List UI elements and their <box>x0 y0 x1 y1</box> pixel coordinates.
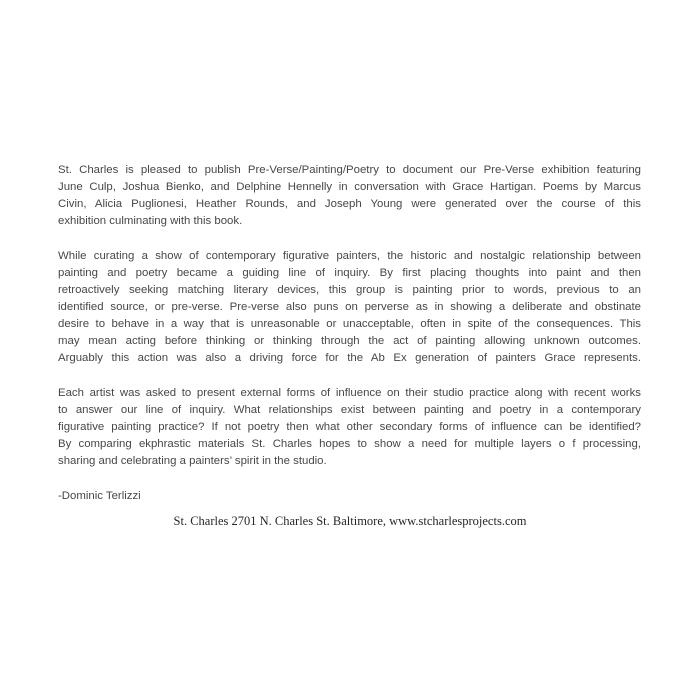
footer-address: St. Charles 2701 N. Charles St. Baltimore, www.stcharlesprojects.com <box>173 514 527 528</box>
paragraph-line: figurative painting practice? If not poetry then what other secondary forms of influence can be identified? <box>58 421 641 433</box>
paragraph-line: Each artist was asked to present external forms of influence on their studio practice along with recent works <box>58 387 641 399</box>
signature: -Dominic Terlizzi <box>58 490 141 502</box>
paragraph-line: St. Charles is pleased to publish Pre-Verse/Painting/Poetry to document our Pre-Verse exhibition featuring <box>58 164 641 176</box>
paragraph-line: June Culp, Joshua Bienko, and Delphine Hennelly in conversation with Grace Hartigan. Poems by Marcus <box>58 181 641 193</box>
paragraph-artists <box>58 385 641 470</box>
paragraph-line: exhibition culminating with this book. <box>58 215 243 227</box>
body-text-block <box>58 162 641 505</box>
paragraph-curating <box>58 248 641 367</box>
paragraph-line: may mean acting before thinking or thinking through the act of painting allowing unknown outcomes. <box>58 335 641 347</box>
paragraph-line: By comparing ekphrastic materials St. Charles hopes to show a need for multiple layers o f processing, <box>58 438 641 450</box>
paragraph-line: Arguably this action was also a driving force for the Ab Ex generation of painters Grace represents. <box>58 352 641 364</box>
paragraph-line: desire to behave in a way that is unreasonable or unacceptable, often in spite of the consequences. This <box>58 318 641 330</box>
paragraph-line: identified source, or pre-verse. Pre-verse also puns on perverse as in showing a deliberate and obstinate <box>58 301 641 313</box>
paragraph-line: sharing and celebrating a painters’ spirit in the studio. <box>58 455 327 467</box>
paragraph-line: While curating a show of contemporary figurative painters, the historic and nostalgic relationship between <box>58 250 641 262</box>
paragraph-line: retroactively seeking matching literary devices, this group is painting prior to words, previous to an <box>58 284 641 296</box>
paragraph-line: to answer our line of inquiry. What relationships exist between painting and poetry in a contemporary <box>58 404 641 416</box>
paragraph-line: painting and poetry became a guiding line of inquiry. By first placing thoughts into paint and then <box>58 267 641 279</box>
paragraph-intro <box>58 162 641 230</box>
paragraph-line: Civin, Alicia Puglionesi, Heather Rounds, and Joseph Young were generated over the course of this <box>58 198 641 210</box>
